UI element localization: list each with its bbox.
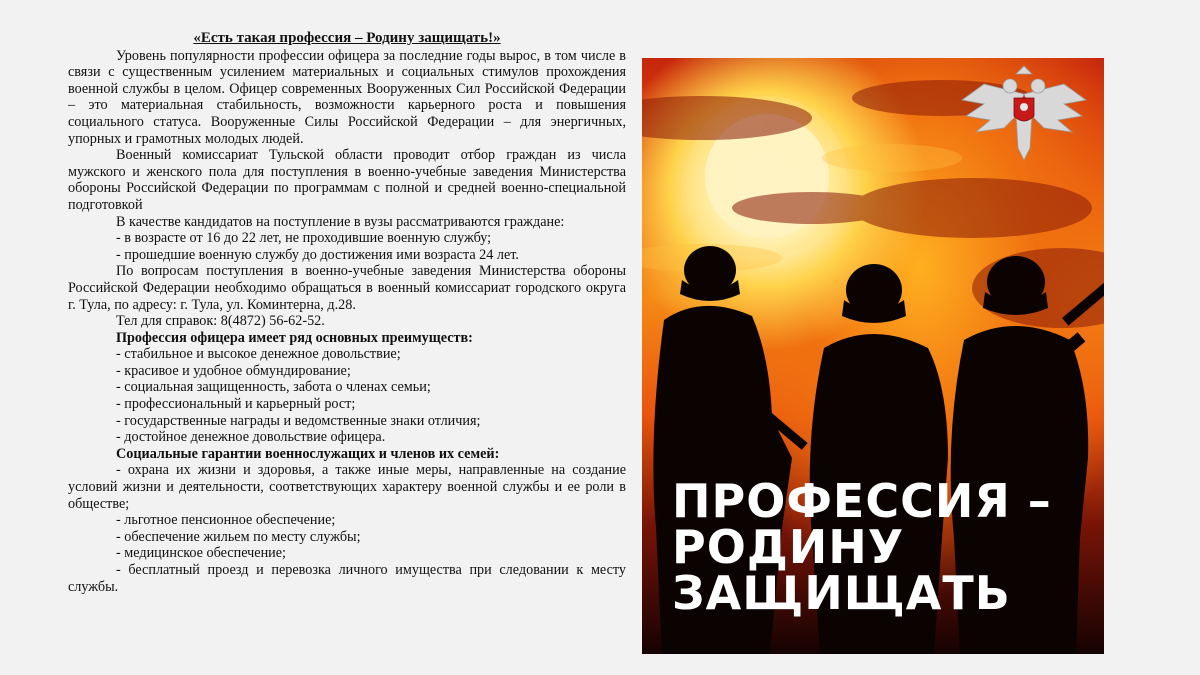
headline-line: ЗАЩИЩАТЬ	[672, 566, 1011, 620]
list-item: - красивое и удобное обмундирование;	[116, 362, 351, 379]
list-item: - профессиональный и карьерный рост;	[116, 396, 356, 413]
headline-line: РОДИНУ	[672, 520, 905, 574]
list-item: - прошедшие военную службу до достижения ими возраста 24 лет.	[116, 246, 519, 263]
paragraph-candidates-intro: В качестве кандидатов на поступление в вузы рассматриваются граждане:	[116, 213, 565, 230]
headline-line: ПРОФЕССИЯ –	[672, 474, 1052, 528]
poster-headline	[672, 474, 1052, 620]
document-text	[68, 30, 626, 595]
list-item: - льготное пенсионное обеспечение;	[116, 512, 336, 529]
list-item: - стабильное и высокое денежное довольствие;	[116, 346, 401, 363]
list-item: - государственные награды и ведомственные знаки отличия;	[116, 412, 481, 429]
guarantees-heading: Социальные гарантии военнослужащих и членов их семей:	[116, 445, 500, 462]
paragraph-popularity: Уровень популярности профессии офицера за последние годы вырос, в том числе в связи с существенным усилением материальных и социальных стимулов прохождения военной службы в целом. Офицер современных Вооруженных Сил Российской Федерации – это материальная стабильность, возможности карьерного роста и повышения социального статуса. Вооруженные Силы Российской Федерации – для энергичных, упорных и грамотных молодых людей.	[68, 47, 626, 147]
double-headed-eagle-emblem-icon	[954, 64, 1094, 168]
advantages-heading: Профессия офицера имеет ряд основных преимуществ:	[116, 329, 473, 346]
list-item: - в возрасте от 16 до 22 лет, не проходившие военную службу;	[116, 230, 492, 247]
phone-line: Тел для справок: 8(4872) 56-62-52.	[116, 313, 325, 330]
list-item: - медицинское обеспечение;	[116, 545, 286, 562]
paragraph-contacts: По вопросам поступления в военно-учебные заведения Министерства обороны Российской Федерации необходимо обращаться в военный комиссариат городского округа г. Тула, по адресу: г. Тула, ул. Коминтерна, д.28.	[68, 263, 626, 313]
list-item: - достойное денежное довольствие офицера.	[116, 429, 386, 446]
list-item: - охрана их жизни и здоровья, а также иные меры, направленные на создание условий жизни и деятельности, соответствующих характеру военной службы и ее роли в обществе;	[68, 462, 626, 512]
list-item: - бесплатный проезд и перевозка личного имущества при следовании к месту службы.	[68, 562, 626, 595]
recruitment-poster	[642, 58, 1104, 654]
list-item: - социальная защищенность, забота о членах семьи;	[116, 379, 431, 396]
list-item: - обеспечение жильем по месту службы;	[116, 528, 361, 545]
document-title: «Есть такая профессия – Родину защищать!»	[193, 30, 501, 46]
paragraph-selection: Военный комиссариат Тульской области проводит отбор граждан из числа мужского и женского пола для поступления в военно-учебные заведения Министерства обороны Российской Федерации по программам с полной и средней военно-специальной подготовкой	[68, 147, 626, 213]
